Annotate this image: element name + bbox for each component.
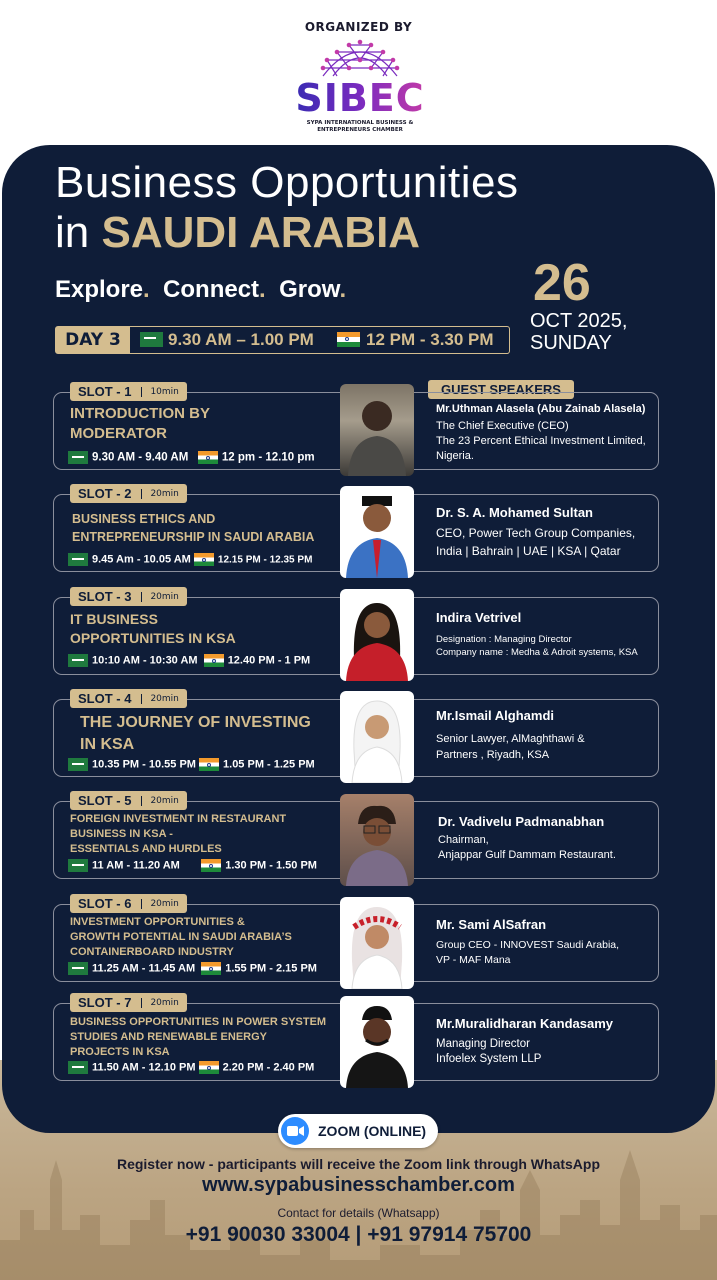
slot-card (53, 896, 659, 982)
desc-line: Managing Director (436, 1038, 530, 1050)
speaker-name: Indira Vetrivel (436, 610, 522, 625)
event-date (530, 310, 627, 354)
desc-line: The 23 Percent Ethical Investment Limited, (436, 435, 646, 447)
slot-number: SLOT - 4 (78, 691, 132, 706)
india-time: 2.20 PM - 2.40 PM (222, 1061, 315, 1074)
india-time: 1.05 PM - 1.25 PM (223, 758, 315, 771)
speaker-desc (436, 731, 585, 763)
slot-number: SLOT - 6 (78, 896, 132, 911)
slot-topic (70, 915, 292, 960)
desc-line: Partners , Riyadh, KSA (436, 749, 550, 761)
slot-card (53, 995, 659, 1081)
slot-topic (70, 1015, 326, 1060)
saudi-time: 11.50 AM - 12.10 PM (92, 1061, 196, 1074)
header-area (0, 0, 717, 150)
desc-line: India | Bahrain | UAE | KSA | Qatar (436, 544, 621, 558)
slot-duration: 10min (141, 387, 178, 397)
slot-topic (72, 510, 314, 546)
day-india-time: 12 PM - 3.30 PM (366, 330, 494, 349)
saudi-flag-icon (68, 859, 88, 872)
speaker-name: Mr.Muralidharan Kandasamy (436, 1016, 613, 1031)
slot-label (70, 993, 187, 1012)
india-flag-icon (194, 553, 214, 566)
slot-times (68, 654, 310, 667)
speaker-desc (436, 938, 619, 968)
logo-text: SIBEC (295, 76, 425, 120)
speaker-silhouette (340, 589, 414, 681)
slot-topic (80, 712, 311, 756)
topic-line: IN KSA (80, 736, 135, 753)
speaker-name: Mr.Ismail Alghamdi (436, 708, 554, 723)
speaker-photo (340, 691, 414, 783)
saudi-time: 9.45 Am - 10.05 AM (92, 553, 191, 566)
slot-times (68, 758, 315, 771)
saudi-flag-icon (68, 654, 88, 667)
speaker-desc (436, 524, 635, 560)
slot-card (53, 589, 659, 675)
speaker-silhouette (340, 897, 414, 989)
desc-line: Anjappar Gulf Dammam Restaurant. (438, 849, 616, 861)
speaker-photo (340, 486, 414, 578)
logo-sub-line1: SYPA INTERNATIONAL BUSINESS & (306, 120, 414, 126)
slot-label (70, 484, 187, 503)
slot-label (70, 382, 187, 401)
guest-speakers-label: GUEST SPEAKERS (428, 380, 574, 399)
speaker-silhouette (340, 384, 414, 476)
page-title-line2 (55, 208, 420, 258)
topic-line: CONTAINERBOARD INDUSTRY (70, 946, 234, 958)
saudi-flag-icon (68, 1061, 88, 1074)
speaker-photo (340, 384, 414, 476)
speaker-desc (436, 633, 638, 659)
saudi-time: 11 AM - 11.20 AM (92, 859, 180, 872)
desc-line: VP - MAF Mana (436, 954, 511, 966)
saudi-time: 10.35 PM - 10.55 PM (92, 758, 196, 771)
slot-duration: 20min (141, 592, 178, 602)
speaker-silhouette (340, 691, 414, 783)
india-time: 1.30 PM - 1.50 PM (225, 859, 317, 872)
organized-by-label: ORGANIZED BY (304, 20, 413, 34)
topic-line: OPPORTUNITIES IN KSA (70, 630, 236, 646)
slot-number: SLOT - 3 (78, 589, 132, 604)
slot-times (68, 451, 315, 464)
event-day: 26 (533, 254, 591, 312)
saudi-flag-icon (68, 962, 88, 975)
slot-duration: 20min (141, 694, 178, 704)
topic-line: THE JOURNEY OF INVESTING (80, 714, 311, 731)
topic-line: INVESTMENT OPPORTUNITIES & (70, 916, 245, 928)
desc-line: CEO, Power Tech Group Companies, (436, 526, 636, 540)
tagline: Explore. Connect. Grow. (55, 276, 347, 303)
desc-line: Senior Lawyer, AlMaghthawi & (436, 733, 585, 745)
tagline-connect: Connect (163, 276, 260, 303)
desc-line: Nigeria. (436, 450, 474, 462)
speaker-info (438, 814, 616, 863)
topic-line: FOREIGN INVESTMENT IN RESTAURANT (70, 813, 287, 825)
india-flag-icon (201, 859, 221, 872)
slot-number: SLOT - 1 (78, 384, 132, 399)
slot-duration: 20min (141, 998, 178, 1008)
topic-line: GROWTH POTENTIAL IN SAUDI ARABIA’S (70, 931, 292, 943)
desc-line: Infoelex System LLP (436, 1053, 542, 1065)
topic-line: BUSINESS OPPORTUNITIES IN POWER SYSTEM (70, 1016, 327, 1028)
desc-line: The Chief Executive (CEO) (436, 420, 569, 432)
speaker-info (436, 1016, 613, 1067)
india-time: 12 pm - 12.10 pm (221, 451, 315, 464)
slot-topic (70, 812, 286, 857)
speaker-name: Dr. Vadivelu Padmanabhan (438, 814, 605, 829)
logo-subtitle (295, 120, 425, 134)
speaker-name: Mr. Sami AlSafran (436, 917, 547, 932)
website-link[interactable]: www.sypabusinesschamber.com (202, 1174, 515, 1196)
day-label: DAY 3 (56, 327, 130, 353)
day-schedule-bar (55, 326, 510, 354)
topic-line: INTRODUCTION BY (70, 405, 210, 422)
speaker-info (436, 505, 635, 560)
india-flag-icon (201, 962, 221, 975)
speaker-photo (340, 794, 414, 886)
desc-line: Group CEO - INNOVEST Saudi Arabia, (436, 939, 620, 951)
event-weekday: SUNDAY (530, 332, 612, 354)
title-highlight: SAUDI ARABIA (101, 208, 421, 257)
desc-line: Company name : Medha & Adroit systems, KSA (436, 647, 638, 658)
slot-times (68, 553, 312, 566)
speaker-desc (438, 833, 616, 863)
register-text: Register now - participants will receive the Zoom link through WhatsApp (116, 1156, 601, 1172)
india-time: 12.15 PM - 12.35 PM (217, 554, 313, 566)
title-prefix: in (55, 208, 90, 257)
desc-line: Chairman, (438, 834, 489, 846)
india-time: 1.55 PM - 2.15 PM (225, 962, 317, 975)
speaker-info (436, 917, 619, 968)
sibec-logo (295, 38, 425, 143)
slot-times (68, 859, 317, 872)
slot-card (53, 691, 659, 777)
slot-duration: 20min (141, 796, 178, 806)
topic-line: PROJECTS IN KSA (70, 1046, 170, 1058)
topic-line: IT BUSINESS (70, 611, 158, 627)
tagline-explore: Explore (55, 276, 144, 303)
speaker-photo (340, 897, 414, 989)
event-month-year: OCT 2025, (530, 310, 628, 332)
topic-line: BUSINESS IN KSA - (70, 828, 173, 840)
slot-number: SLOT - 5 (78, 793, 132, 808)
topic-line: MODERATOR (70, 425, 167, 442)
slot-label (70, 587, 187, 606)
slot-times (68, 962, 317, 975)
speaker-photo (340, 996, 414, 1088)
saudi-flag-icon (68, 553, 88, 566)
india-flag-icon (199, 1061, 219, 1074)
slot-number: SLOT - 7 (78, 995, 132, 1010)
contact-label: Contact for details (Whatsapp) (277, 1206, 440, 1220)
slot-label (70, 791, 187, 810)
saudi-flag-icon (68, 451, 88, 464)
speaker-name: Mr.Uthman Alasela (Abu Zainab Alasela) (436, 403, 646, 415)
saudi-flag-icon (140, 332, 163, 347)
speaker-name: Dr. S. A. Mohamed Sultan (436, 505, 593, 520)
saudi-time: 9.30 AM - 9.40 AM (92, 451, 189, 464)
speaker-info (436, 403, 646, 464)
slot-times (68, 1061, 314, 1074)
topic-line: BUSINESS ETHICS AND (72, 512, 216, 526)
speaker-photo (340, 589, 414, 681)
slot-number: SLOT - 2 (78, 486, 132, 501)
speaker-desc (436, 1037, 613, 1067)
speaker-desc (436, 419, 646, 464)
desc-line: Designation : Managing Director (436, 634, 572, 645)
network-icon (313, 38, 407, 78)
india-flag-icon (199, 758, 219, 771)
india-flag-icon (204, 654, 224, 667)
zoom-icon (281, 1117, 309, 1145)
saudi-flag-icon (68, 758, 88, 771)
tagline-grow: Grow (279, 276, 340, 303)
india-flag-icon (198, 451, 218, 464)
zoom-badge (278, 1114, 438, 1148)
india-time: 12.40 PM - 1 PM (227, 654, 311, 667)
slot-label (70, 689, 187, 708)
topic-line: ESSENTIALS AND HURDLES (70, 843, 222, 855)
speaker-info (436, 610, 638, 659)
phone-numbers[interactable]: +91 90030 33004 | +91 97914 75700 (185, 1223, 532, 1246)
slot-topic (70, 610, 236, 648)
india-flag-icon (337, 332, 360, 347)
saudi-time: 10:10 AM - 10:30 AM (92, 654, 198, 667)
saudi-time: 11.25 AM - 11.45 AM (92, 962, 196, 975)
page-title-line1: Business Opportunities (55, 158, 519, 207)
slot-duration: 20min (141, 489, 178, 499)
zoom-label: ZOOM (ONLINE) (318, 1123, 427, 1139)
speaker-silhouette (340, 794, 414, 886)
topic-line: STUDIES AND RENEWABLE ENERGY (70, 1031, 268, 1043)
speaker-info (436, 708, 585, 763)
slot-label (70, 894, 187, 913)
slot-card (53, 793, 659, 879)
slot-topic (70, 404, 210, 444)
speaker-silhouette (340, 486, 414, 578)
slot-duration: 20min (141, 899, 178, 909)
slot-card (53, 486, 659, 572)
logo-sub-line2: ENTREPRENEURS CHAMBER (317, 127, 403, 133)
day-saudi-time: 9.30 AM – 1.00 PM (168, 330, 314, 349)
topic-line: ENTREPRENEURSHIP IN SAUDI ARABIA (72, 530, 315, 544)
speaker-silhouette (340, 996, 414, 1088)
